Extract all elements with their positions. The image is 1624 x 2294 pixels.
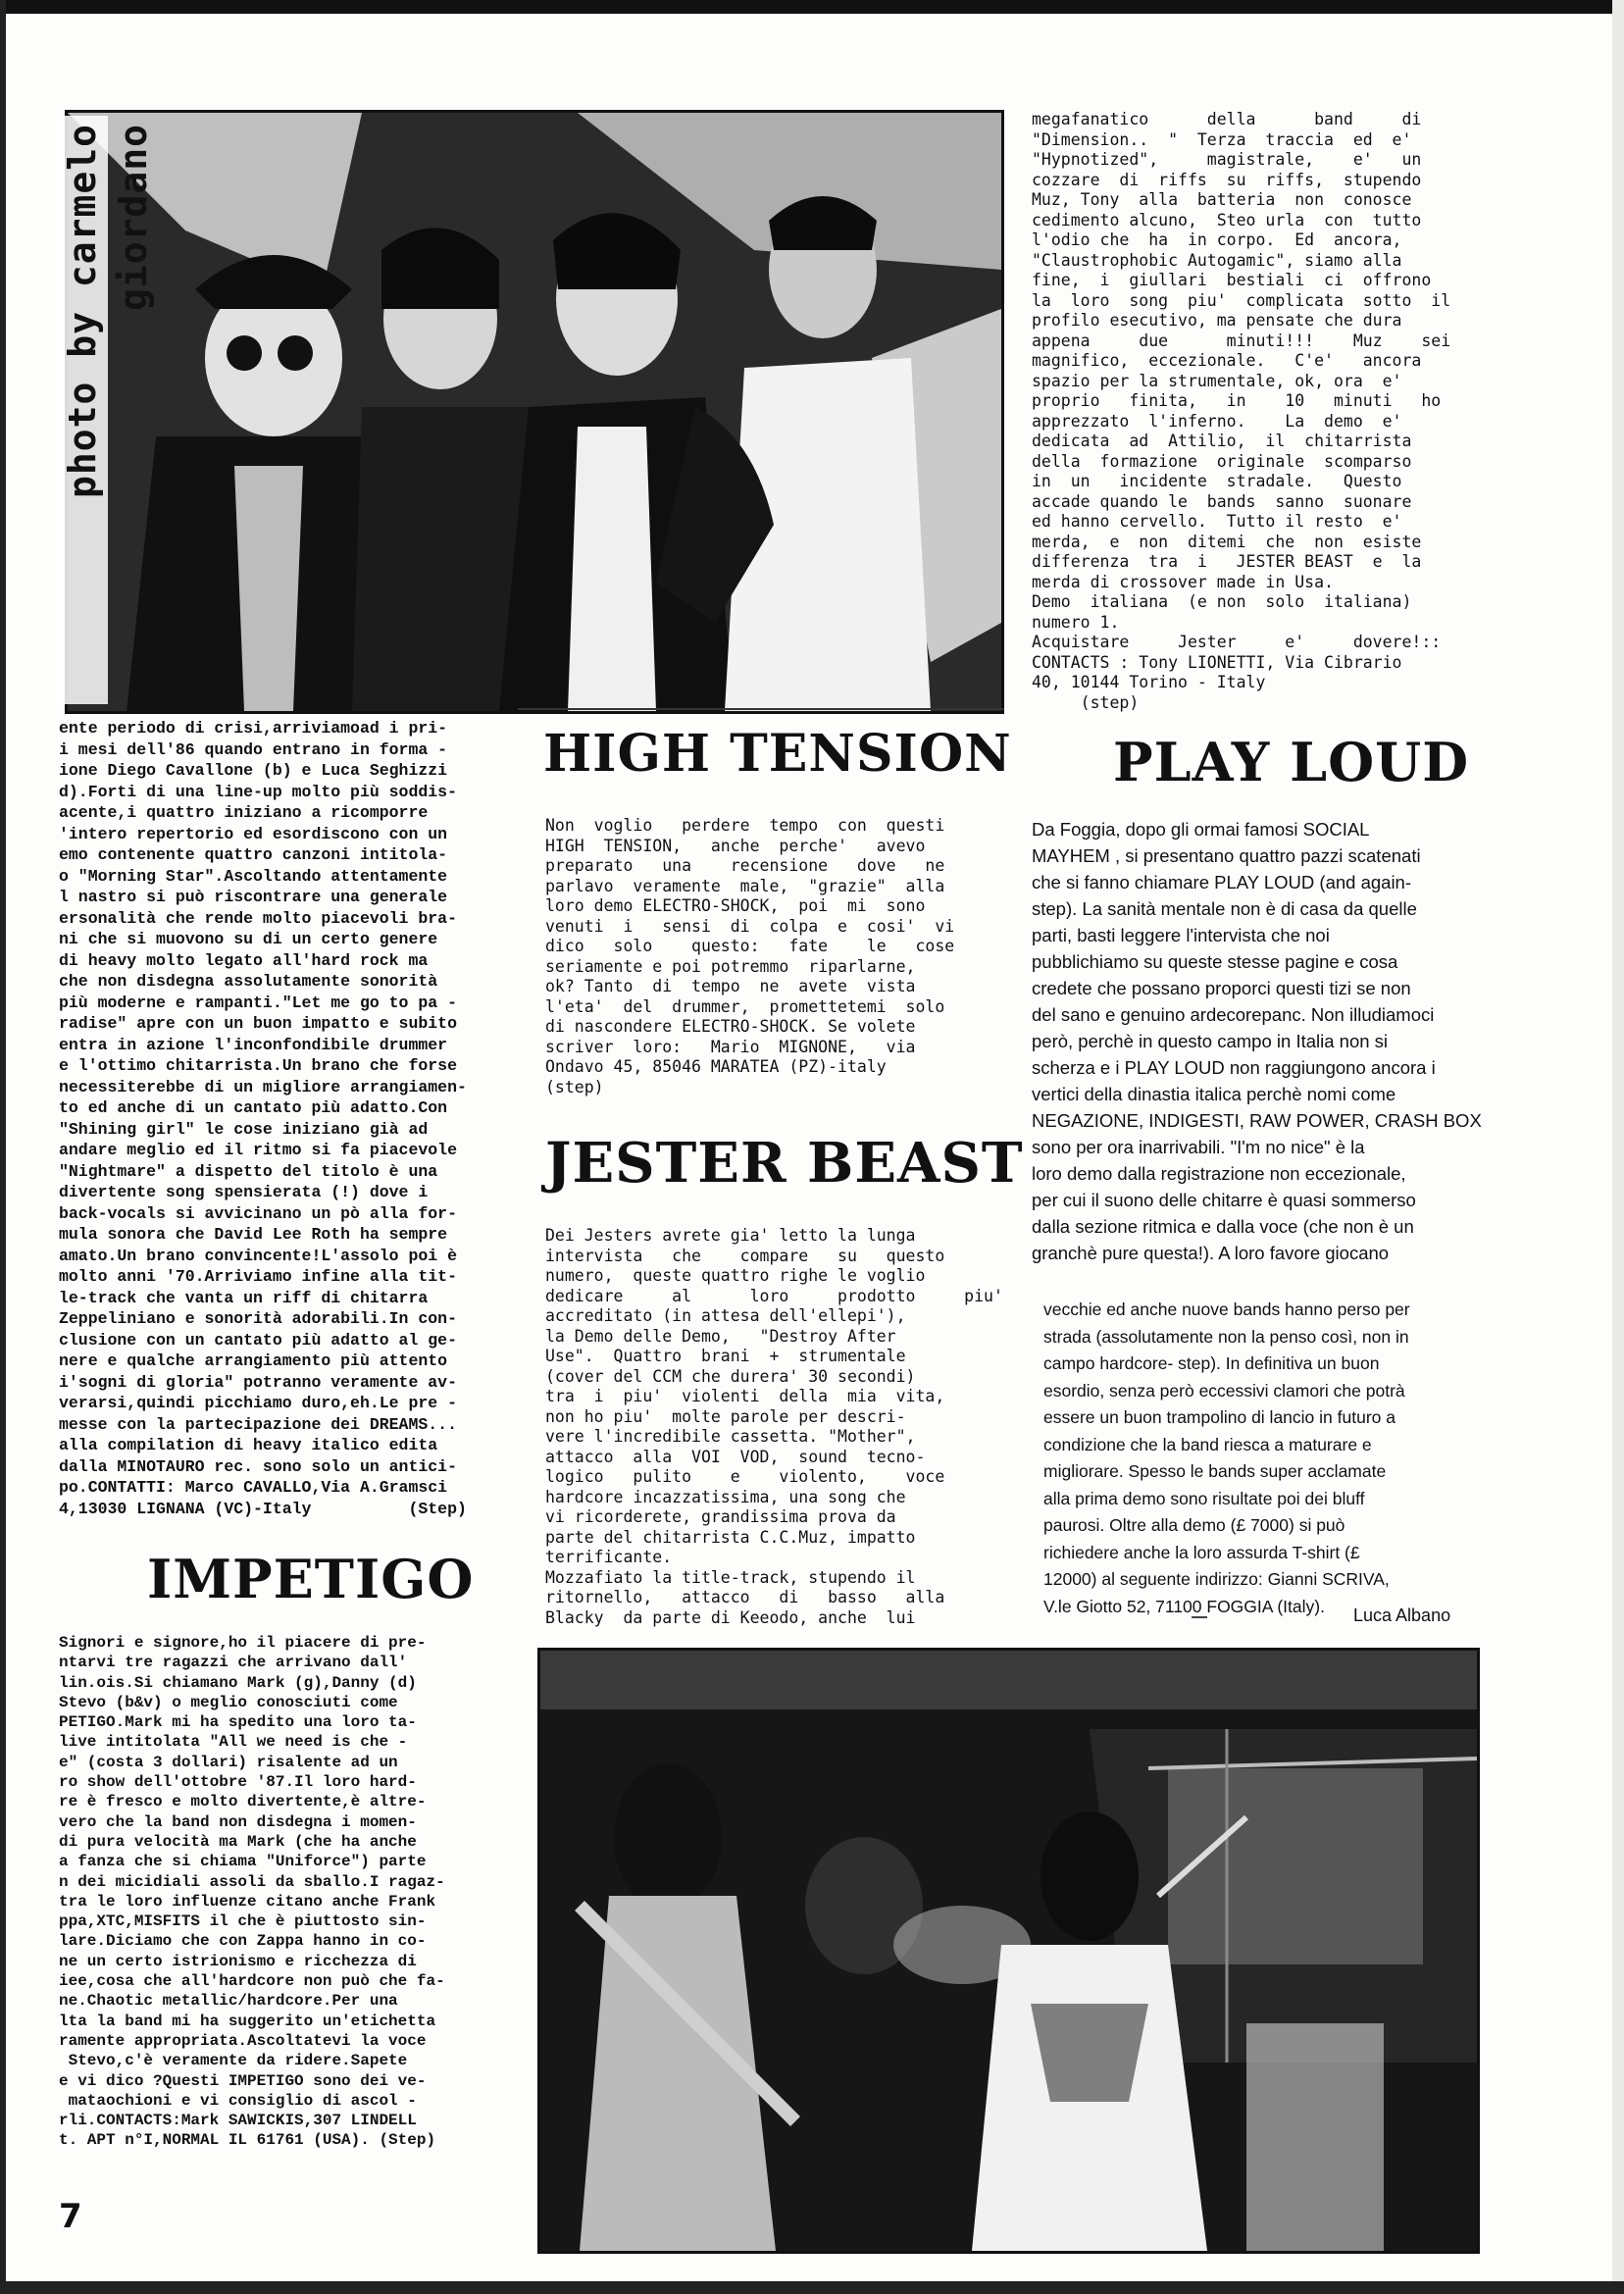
text-line: mula sonora che David Lee Roth ha sempre [59, 1225, 448, 1244]
text-line: parte del chitarrista C.C.Muz, impatto [545, 1527, 916, 1547]
text-line: logico pulito e violento, voce [545, 1467, 945, 1486]
text-line: "Claustrophobic Autogamic", siamo alla [1032, 250, 1402, 270]
text-line: Demo italiana (e non solo italiana) [1032, 592, 1412, 611]
text-line: 40, 10144 Torino - Italy [1032, 673, 1266, 691]
text-line: preparato una recensione dove ne [545, 856, 945, 875]
text-line: dalla sezione ritmica e dalla voce (che non è un [1032, 1216, 1414, 1237]
text-line: condizione che la band riesca a maturare e [1043, 1434, 1372, 1454]
bottom-scan-edge [0, 2281, 1624, 2294]
text-line: migliorare. Spesso le bands super acclamate [1043, 1461, 1387, 1481]
text-line: venuti i sensi di colpa e cosi' vi [545, 916, 955, 936]
column-divider [518, 708, 1004, 710]
text-line: vero che la band non disdegna i momen- [59, 1812, 417, 1831]
text-line: Signori e signore,ho il piacere di pre- [59, 1634, 427, 1652]
text-line: per cui il suono delle chitarre è quasi sommerso [1032, 1190, 1416, 1210]
text-line: seriamente e poi potremmo riparlarne, [545, 956, 916, 976]
text-line: le-track che vanta un riff di chitarra [59, 1288, 429, 1307]
text-line: terrificante. [545, 1548, 673, 1566]
text-line: ione Diego Cavallone (b) e Luca Seghizzi [59, 761, 448, 780]
text-line: Zeppeliniano e sonorità adorabili.In con- [59, 1309, 457, 1328]
text-line: granchè pure questa!). A loro favore giocano [1032, 1243, 1390, 1263]
text-line: tra le loro influenze citano anche Frank [59, 1892, 436, 1911]
text-line: cozzare di riffs su riffs, stupendo [1032, 170, 1422, 189]
text-line: e l'ottimo chitarrista.Un brano che forse [59, 1056, 457, 1075]
live-photo-illustration [540, 1651, 1477, 2251]
text-line: di nascondere ELECTRO-SHOCK. Se volete [545, 1017, 916, 1036]
text-line: magnifico, eccezionale. C'e' ancora [1032, 351, 1422, 370]
text-line: numero, queste quattro righe le voglio [545, 1266, 926, 1285]
text-line: sono per ora inarrivabili. "I'm no nice" è la [1032, 1137, 1365, 1157]
text-line: andare meglio ed il ritmo si fa piacevole [59, 1141, 457, 1159]
text-line: la Demo delle Demo, "Destroy After [545, 1326, 896, 1346]
impetigo-heading: IMPETIGO [147, 1548, 475, 1610]
text-line: che non disdegna assolutamente sonorità [59, 972, 438, 991]
left-scan-edge [0, 0, 6, 2294]
text-line: necessiterebbe di un migliore arrangiamen- [59, 1077, 467, 1096]
text-line: numero 1. [1032, 612, 1120, 632]
page-number: 7 [59, 2197, 82, 2236]
text-line: verarsi,quindi picchiamo duro,eh.Le pre - [59, 1394, 457, 1412]
text-line: credete che possano proporci questi tizi se non [1032, 978, 1411, 998]
text-line: profilo esecutivo, ma pensate che dura [1032, 311, 1402, 330]
text-line: megafanatico della band di [1032, 110, 1422, 128]
text-line: attacco alla VOI VOD, sound tecno- [545, 1447, 926, 1466]
text-line: 'intero repertorio ed esordiscono con un [59, 824, 448, 843]
text-line: amato.Un brano convincente!L'assolo poi è [59, 1246, 457, 1265]
text-line: emo contenente quattro canzoni intitola- [59, 845, 448, 864]
high-tension-review [545, 816, 1006, 1097]
text-line: dico solo questo: fate le cose [545, 937, 955, 955]
text-line: i mesi dell'86 quando entrano in forma - [59, 739, 448, 759]
text-line: entra in azione l'inconfondibile drummer [59, 1035, 448, 1054]
text-line: Stevo,c'è veramente da ridere.Sapete [59, 2052, 408, 2070]
play-loud-review-continued [1043, 1297, 1495, 1620]
text-line: 4,13030 LIGNANA (VC)-Italy (Step) [59, 1499, 467, 1518]
text-line: rli.CONTACTS:Mark SAWICKIS,307 LINDELL [59, 2112, 417, 2130]
text-line: clusione con un cantato più adatto al ge- [59, 1330, 457, 1350]
text-line: loro demo dalla registrazione non eccezionale, [1032, 1163, 1406, 1184]
text-line: 12000) al seguente indirizzo: Gianni SCRIVA, [1043, 1569, 1390, 1589]
text-line: NEGAZIONE, INDIGESTI, RAW POWER, CRASH BOX [1032, 1110, 1482, 1131]
text-line: merda, e non ditemi che non esiste [1032, 532, 1422, 551]
text-line: della formazione originale scomparso [1032, 451, 1412, 471]
text-line: parti, basti leggere l'intervista che noi [1032, 925, 1330, 945]
text-line: vi ricorderete, grandissima prova da [545, 1507, 896, 1526]
text-line: o "Morning Star".Ascoltando attentamente [59, 866, 448, 886]
text-line: dedicare al loro prodotto piu' [545, 1286, 1003, 1305]
text-line: ni che si muovono su di un certo genere [59, 930, 438, 948]
jester-beast-heading: JESTER BEAST [545, 1131, 1024, 1196]
band-photo [65, 110, 1004, 714]
text-line: d).Forti di una line-up molto più soddis- [59, 782, 457, 801]
text-line: e vi dico ?Questi IMPETIGO sono dei ve- [59, 2071, 427, 2090]
text-line: messe con la partecipazione dei DREAMS... [59, 1414, 457, 1434]
text-line: proprio finita, in 10 minuti ho [1032, 391, 1442, 410]
high-tension-heading: HIGH TENSION [543, 724, 1012, 784]
text-line: t. APT n°I,NORMAL IL 61761 (USA). (Step) [59, 2131, 436, 2150]
byline-dash [1192, 1616, 1207, 1618]
text-line: radise" apre con un buon impatto e subito [59, 1014, 457, 1033]
text-line: Non voglio perdere tempo con questi [545, 816, 945, 835]
text-line: Dei Jesters avrete gia' letto la lunga [545, 1226, 916, 1245]
text-line: appena due minuti!!! Muz sei [1032, 331, 1451, 350]
text-line: del sano e genuino ardecorepanc. Non illudiamoci [1032, 1004, 1435, 1025]
text-line: PETIGO.Mark mi ha spedito una loro ta- [59, 1713, 417, 1732]
text-line: "Shining girl" le cose iniziano già ad [59, 1119, 429, 1139]
text-line: Ondavo 45, 85046 MARATEA (PZ)-italy [545, 1057, 887, 1076]
text-line: ne un certo istrionismo e ricchezza di [59, 1952, 417, 1970]
text-line: accade quando le bands sanno suonare [1032, 491, 1412, 511]
text-line: scherza e i PLAY LOUD non raggiungono ancora i [1032, 1057, 1436, 1078]
text-line: essere un buon trampolino di lancio in futuro a [1043, 1407, 1396, 1427]
text-line: i'sogni di gloria" potranno veramente av- [59, 1372, 457, 1392]
text-line: V.le Giotto 52, 71100 FOGGIA (Italy). [1043, 1596, 1325, 1616]
text-line: CONTACTS : Tony LIONETTI, Via Cibrario [1032, 652, 1402, 672]
text-line: parlavo veramente male, "grazie" alla [545, 876, 945, 895]
text-line: alla prima demo sono risultate poi dei bluff [1043, 1488, 1365, 1508]
text-line: e" (costa 3 dollari) risalente ad un [59, 1753, 398, 1771]
text-line: pubblichiamo su queste stesse pagine e cosa [1032, 951, 1398, 972]
text-line: nere e qualche arrangiamento più attento [59, 1351, 448, 1370]
text-line: più moderne e rampanti."Let me go to pa - [59, 993, 457, 1012]
text-line: HIGH TENSION, anche perche' avevo [545, 836, 926, 855]
text-line: n dei micidiali assoli da sballo.I ragaz- [59, 1872, 445, 1891]
text-line: "Dimension.. " Terza traccia ed e' [1032, 129, 1412, 149]
text-line: dalla MINOTAURO rec. sono solo un antici- [59, 1456, 457, 1476]
text-line: apprezzato l'inferno. La demo e' [1032, 411, 1402, 431]
text-line: che si fanno chiamare PLAY LOUD (and again- [1032, 872, 1412, 892]
play-loud-heading: PLAY LOUD [1113, 731, 1470, 793]
text-line: acente,i quattro iniziano a ricomporre [59, 803, 429, 822]
text-line: hardcore incazzatissima, una song che [545, 1487, 906, 1506]
text-line: Use". Quattro brani + strumentale [545, 1347, 906, 1365]
text-line: l'eta' del drummer, promettetemi solo [545, 996, 945, 1016]
text-line: (step) [545, 1077, 604, 1096]
text-line: scriver loro: Mario MIGNONE, via [545, 1037, 916, 1056]
text-line: iee,cosa che all'hardcore non può che fa- [59, 1972, 445, 1991]
text-line: l nastro si può riscontrare una generale [59, 888, 448, 906]
text-line: vere l'incredibile cassetta. "Mother", [545, 1427, 916, 1446]
text-line: non ho piu' molte parole per descri- [545, 1406, 906, 1426]
text-line: esordio, senza però eccessivi clamori che potrà [1043, 1380, 1405, 1401]
right-scan-edge [1612, 0, 1624, 2294]
text-line: ed hanno cervello. Tutto il resto e' [1032, 512, 1402, 531]
text-line: Muz, Tony alla batteria non conosce [1032, 190, 1412, 209]
text-line: differenza tra i JESTER BEAST e la [1032, 552, 1422, 571]
text-line: alla compilation di heavy italico edita [59, 1436, 438, 1454]
text-line: ritornello, attacco di basso alla [545, 1588, 945, 1606]
text-line: vertici della dinastia italica perchè nomi come [1032, 1084, 1396, 1104]
text-line: Blacky da parte di Keeodo, anche lui [545, 1607, 916, 1627]
text-line: Mozzafiato la title-track, stupendo il [545, 1567, 916, 1587]
text-line: di heavy molto legato all'hard rock ma [59, 950, 429, 970]
text-line: ente periodo di crisi,arriviamoad i pri- [59, 719, 448, 738]
text-line: "Hypnotized", magistrale, e' un [1032, 150, 1422, 169]
text-line: strada (assolutamente non la penso così, non in [1043, 1326, 1409, 1347]
text-line: l'odio che ha in corpo. Ed ancora, [1032, 230, 1402, 249]
text-line: lare.Diciamo che con Zappa hanno in co- [59, 1932, 427, 1951]
text-line: di pura velocità ma Mark (che ha anche [59, 1832, 417, 1851]
impetigo-review [59, 1633, 500, 2151]
top-scan-edge [0, 0, 1624, 14]
text-line: lin.ois.Si chiamano Mark (g),Danny (d) [59, 1673, 417, 1692]
text-line: ntarvi tre ragazzi che arrivano dall' [59, 1654, 408, 1672]
left-band-review [59, 718, 500, 1519]
text-line: fine, i giullari bestiali ci offrono [1032, 271, 1432, 289]
text-line: richiedere anche la loro assurda T-shirt (£ [1043, 1542, 1360, 1562]
text-line: molto anni '70.Arriviamo infine alla tit- [59, 1267, 457, 1286]
text-line: live intitolata "All we need is che - [59, 1733, 408, 1752]
text-line: Da Foggia, dopo gli ormai famosi SOCIAL [1032, 819, 1370, 840]
text-line: MAYHEM , si presentano quattro pazzi scatenati [1032, 845, 1421, 866]
text-line: ne.Chaotic metallic/hardcore.Per una [59, 1992, 398, 2011]
text-line: tra i piu' violenti della mia vita, [545, 1387, 945, 1405]
play-loud-review [1032, 816, 1493, 1266]
text-line: però, perchè in questo campo in Italia non si [1032, 1031, 1389, 1051]
band-photo-illustration [68, 113, 1001, 711]
text-line: divertente song spensierata (!) dove i [59, 1183, 429, 1201]
text-line: mataochioni e vi consiglio di ascol - [59, 2091, 417, 2110]
jester-beast-review-continued [1032, 110, 1493, 713]
text-line: a fanza che si chiama "Uniforce") parte [59, 1853, 427, 1871]
text-line: po.CONTATTI: Marco CAVALLO,Via A.Gramsci [59, 1478, 448, 1497]
text-line: (cover del CCM che durera' 30 secondi) [545, 1366, 916, 1386]
live-concert-photo [537, 1648, 1480, 2254]
text-line: ppa,XTC,MISFITS il che è piuttosto sin- [59, 1912, 427, 1931]
text-line: merda di crossover made in Usa. [1032, 572, 1334, 591]
text-line: paurosi. Oltre alla demo (£ 7000) si può [1043, 1515, 1345, 1535]
photo-credit: photo by carmelo giordano [57, 116, 108, 704]
jester-beast-review [545, 1226, 1006, 1628]
text-line: re è fresco e molto divertente,è altre- [59, 1793, 427, 1811]
text-line: ok? Tanto di tempo ne avete vista [545, 977, 916, 995]
text-line: intervista che compare su questo [545, 1246, 945, 1265]
text-line: Acquistare Jester e' dovere!:: [1032, 633, 1442, 651]
text-line: in un incidente stradale. Questo [1032, 472, 1402, 490]
text-line: ro show dell'ottobre '87.Il loro hard- [59, 1773, 417, 1792]
text-line: spazio per la strumentale, ok, ora e' [1032, 371, 1402, 390]
byline: Luca Albano [1353, 1606, 1451, 1625]
text-line: cedimento alcuno, Steo urla con tutto [1032, 210, 1422, 229]
text-line: back-vocals si avvicinano un pò alla for- [59, 1203, 457, 1223]
text-line: loro demo ELECTRO-SHOCK, poi mi sono [545, 896, 926, 915]
text-line: dedicata ad Attilio, il chitarrista [1032, 432, 1412, 450]
text-line: campo hardcore- step). In definitiva un buon [1043, 1353, 1380, 1373]
text-line: "Nightmare" a dispetto del titolo è una [59, 1161, 438, 1181]
text-line: to ed anche di un cantato più adatto.Con [59, 1098, 448, 1117]
text-line: (step) [1032, 692, 1140, 712]
text-line: Stevo (b&v) o meglio conosciuti come [59, 1693, 398, 1711]
text-line: accreditato (in attesa dell'ellepi'), [545, 1306, 906, 1325]
text-line: ersonalità che rende molto piacevoli bra- [59, 908, 457, 928]
text-line: la loro song piu' complicata sotto il [1032, 290, 1451, 310]
text-line: step). La sanità mentale non è di casa da quelle [1032, 898, 1417, 919]
text-line: vecchie ed anche nuove bands hanno perso per [1043, 1300, 1410, 1319]
text-line: lta la band mi ha suggerito un'etichetta [59, 2012, 436, 2030]
text-line: ramente appropriata.Ascoltatevi la voce [59, 2031, 427, 2050]
